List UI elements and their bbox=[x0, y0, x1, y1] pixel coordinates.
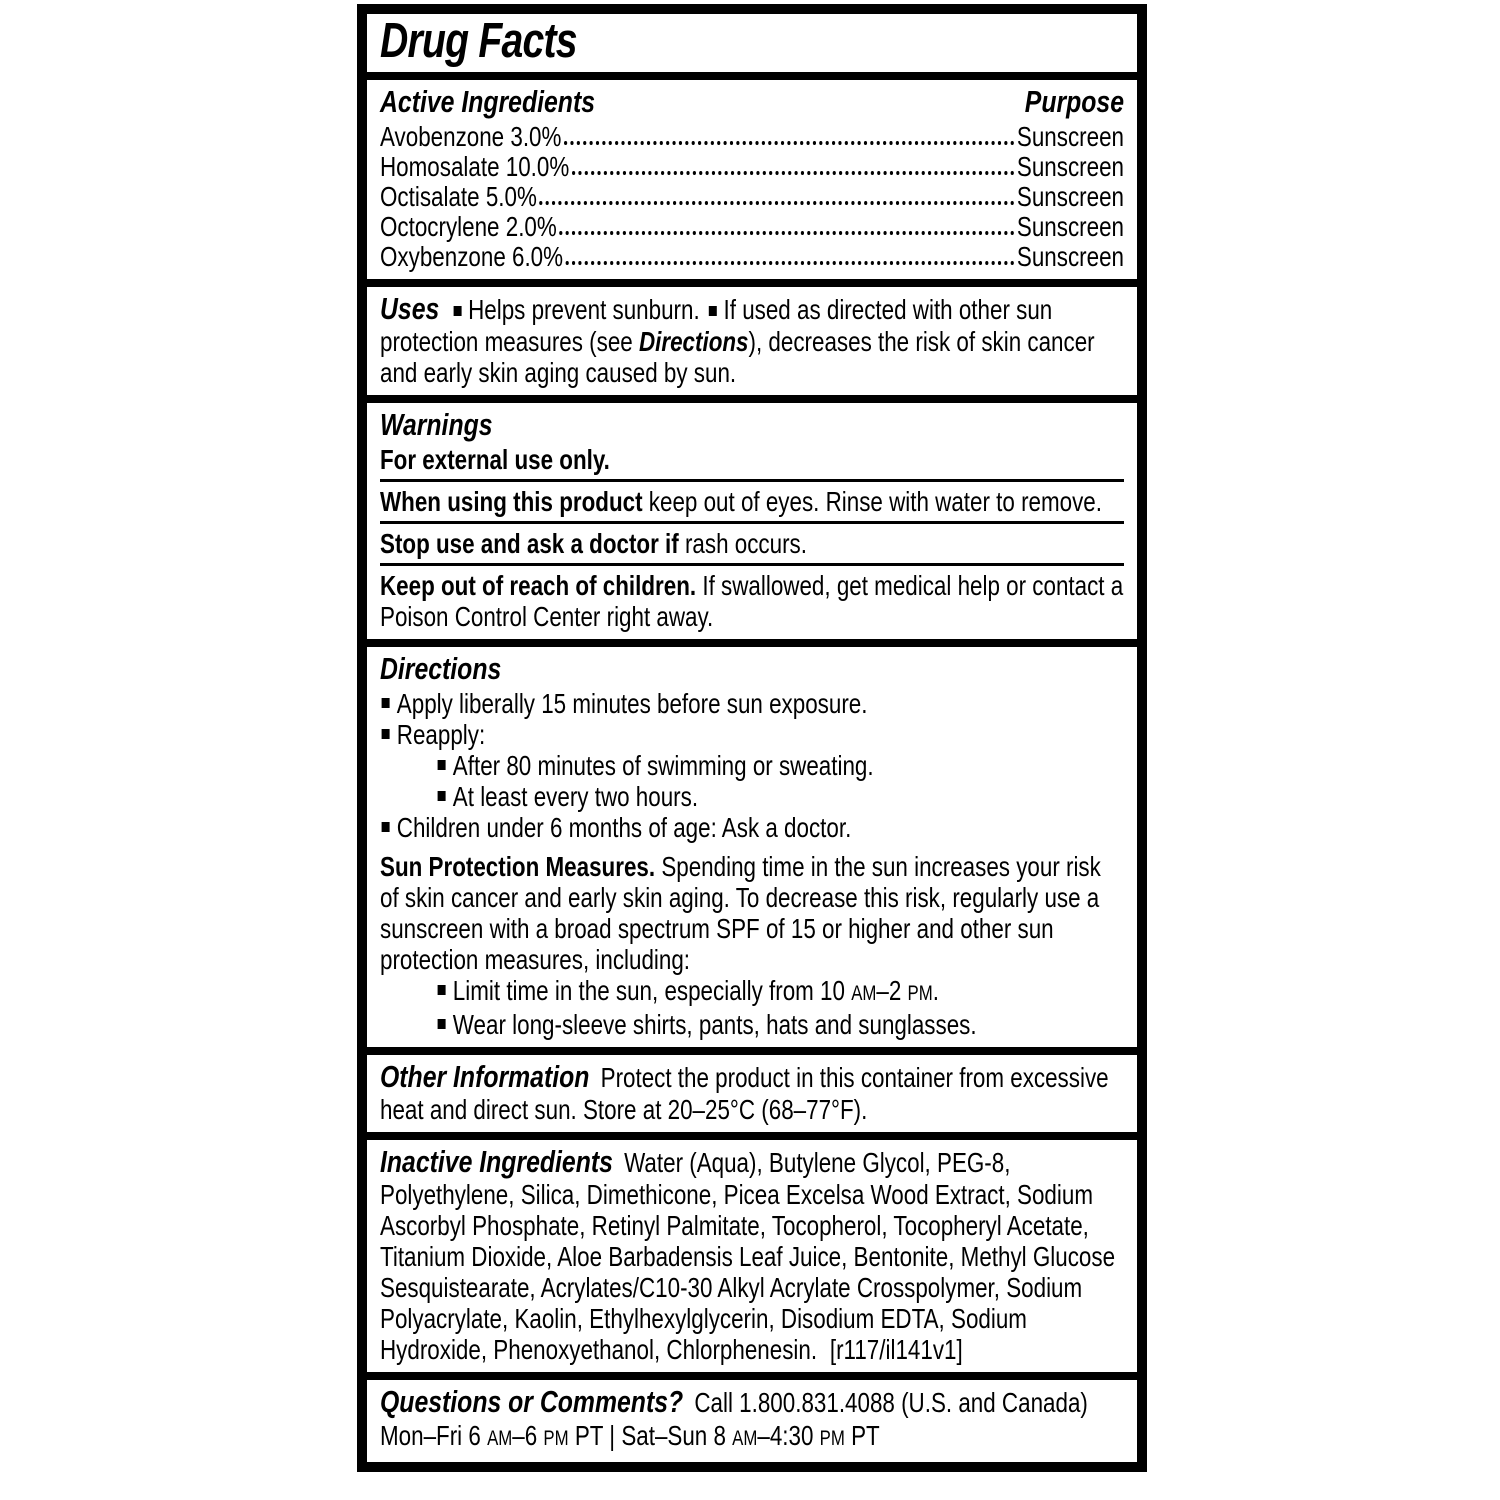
bullet-square-icon bbox=[382, 729, 390, 739]
direction-subitem bbox=[436, 781, 1124, 812]
inactive-ingredients-section bbox=[367, 1140, 1137, 1372]
bullet-square-icon bbox=[382, 822, 390, 832]
title-section bbox=[367, 14, 1137, 72]
bullet-square-icon bbox=[454, 306, 462, 316]
sun-protection-lead: Sun Protection Measures. bbox=[380, 851, 656, 882]
bullet-square-icon bbox=[438, 985, 446, 995]
direction-text: At least every two hours. bbox=[452, 781, 699, 812]
warning-keep-away bbox=[380, 570, 1124, 632]
label-revision-code: [r117/il141v1] bbox=[829, 1334, 963, 1365]
directions-section bbox=[367, 647, 1137, 1047]
text-fragment: Mon–Fri 6 bbox=[380, 1420, 488, 1451]
dotted-leader bbox=[564, 141, 1015, 145]
direction-item bbox=[380, 688, 1124, 719]
ingredient-name: Oxybenzone 6.0% bbox=[380, 241, 564, 272]
ingredient-purpose: Sunscreen bbox=[1016, 151, 1124, 182]
drug-facts-label bbox=[357, 4, 1147, 1472]
questions-call-text: Call 1.800.831.4088 (U.S. and Canada) bbox=[694, 1387, 1088, 1418]
warning-text: If swallowed, get medical help or contact a Poison Control Center right away. bbox=[380, 570, 1124, 632]
text-fragment: –4:30 bbox=[757, 1420, 820, 1451]
sun-protection-sub-text: Wear long-sleeve shirts, pants, hats and sunglasses. bbox=[452, 1009, 977, 1040]
sun-protection-sub-text bbox=[453, 975, 939, 1009]
text-fragment: –2 bbox=[876, 975, 908, 1006]
uses-section bbox=[367, 287, 1137, 395]
questions-heading: Questions or Comments? bbox=[380, 1384, 684, 1419]
bullet-square-icon bbox=[438, 1019, 446, 1029]
direction-text: Apply liberally 15 minutes before sun exposure. bbox=[396, 688, 868, 719]
warning-stop-use bbox=[380, 528, 1124, 559]
ingredient-row bbox=[380, 182, 1124, 212]
dotted-leader bbox=[572, 171, 1015, 175]
bullet-square-icon bbox=[438, 791, 446, 801]
ingredient-name: Octocrylene 2.0% bbox=[380, 211, 557, 242]
inactive-ingredients-text: Water (Aqua), Butylene Glycol, PEG-8, Polyethylene, Silica, Dimethicone, Picea Excelsa Wood Extract, Sodium Ascorbyl Phosphate, Retinyl Palmitate, Tocopherol, Tocopheryl Acetate, Titanium Dioxide, Aloe Barbadensis Leaf Juice, Bentonite, Methyl Glucose Sesquistearate, Acrylates/C10-30 Alkyl Acrylate Crosspolymer, Sodium Polyacrylate, Kaolin, Ethylhexylglycerin, Disodium EDTA, Sodium Hydroxide, Phenoxyethanol, Chlorphenesin. bbox=[380, 1147, 1116, 1365]
uses-paragraph bbox=[380, 292, 1124, 388]
uses-directions-ref: Directions bbox=[638, 326, 749, 357]
divider bbox=[380, 521, 1124, 524]
dotted-leader bbox=[565, 261, 1014, 265]
text-fragment: . bbox=[932, 975, 939, 1006]
smallcaps-pm: PM bbox=[819, 1427, 845, 1450]
smallcaps-am: AM bbox=[732, 1427, 758, 1450]
ingredient-purpose: Sunscreen bbox=[1016, 181, 1124, 212]
active-ingredients-heading: Active Ingredients bbox=[380, 84, 595, 119]
inactive-ingredients-heading: Inactive Ingredients bbox=[380, 1144, 613, 1179]
other-information-text: Protect the product in this container from excessive heat and direct sun. Store at 20–25°C (68–77°F). bbox=[380, 1062, 1109, 1125]
purpose-heading: Purpose bbox=[1024, 84, 1124, 119]
text-fragment: PT bbox=[844, 1420, 880, 1451]
other-information-section bbox=[367, 1055, 1137, 1132]
direction-subitem bbox=[436, 750, 1124, 781]
warning-text: keep out of eyes. Rinse with water to remove. bbox=[642, 486, 1102, 517]
warning-when-using bbox=[380, 486, 1124, 517]
direction-item bbox=[380, 812, 1124, 843]
other-information-paragraph bbox=[380, 1060, 1124, 1125]
direction-text: After 80 minutes of swimming or sweating. bbox=[452, 750, 874, 781]
ingredient-row bbox=[380, 152, 1124, 182]
warning-bold-lead: For external use only. bbox=[380, 444, 610, 475]
warning-text: rash occurs. bbox=[678, 528, 807, 559]
uses-bullet-2-post: ), decreases the risk of skin cancer and early skin aging caused by sun. bbox=[380, 326, 1095, 388]
bullet-square-icon bbox=[438, 760, 446, 770]
questions-hours bbox=[380, 1419, 1124, 1455]
warnings-section bbox=[367, 403, 1137, 639]
uses-bullet-1: Helps prevent sunburn. bbox=[468, 294, 700, 325]
drug-facts-title: Drug Facts bbox=[380, 14, 577, 68]
warning-bold-lead: When using this product bbox=[380, 486, 643, 517]
smallcaps-pm: PM bbox=[543, 1427, 569, 1450]
ingredient-purpose: Sunscreen bbox=[1016, 121, 1124, 152]
questions-line bbox=[380, 1385, 1124, 1419]
ingredient-name: Homosalate 10.0% bbox=[380, 151, 570, 182]
ingredient-row bbox=[380, 242, 1124, 272]
warnings-heading: Warnings bbox=[380, 407, 493, 442]
warning-external-use bbox=[380, 444, 1124, 475]
ingredient-name: Avobenzone 3.0% bbox=[380, 121, 562, 152]
active-ingredients-header bbox=[380, 85, 1124, 119]
sun-protection-subitem bbox=[436, 975, 1124, 1009]
uses-bullet-2-pre: If used as directed with other sun protection measures (see bbox=[380, 294, 1053, 357]
inactive-ingredients-paragraph bbox=[380, 1145, 1124, 1365]
divider bbox=[380, 563, 1124, 566]
ingredient-purpose: Sunscreen bbox=[1016, 211, 1124, 242]
text-fragment: Limit time in the sun, especially from 10 bbox=[452, 975, 852, 1006]
smallcaps-am: AM bbox=[851, 982, 877, 1005]
divider bbox=[380, 479, 1124, 482]
warning-bold-lead: Stop use and ask a doctor if bbox=[380, 528, 679, 559]
dotted-leader bbox=[559, 231, 1014, 235]
direction-text: Children under 6 months of age: Ask a doctor. bbox=[396, 812, 852, 843]
sun-protection-subitem bbox=[436, 1009, 1124, 1040]
questions-section bbox=[367, 1380, 1137, 1462]
directions-heading: Directions bbox=[380, 651, 502, 686]
active-ingredients-section bbox=[367, 80, 1137, 279]
ingredient-row bbox=[380, 122, 1124, 152]
direction-text: Reapply: bbox=[396, 719, 486, 750]
ingredient-row bbox=[380, 212, 1124, 242]
direction-item bbox=[380, 719, 1124, 750]
smallcaps-am: AM bbox=[487, 1427, 513, 1450]
smallcaps-pm: PM bbox=[907, 982, 933, 1005]
bullet-square-icon bbox=[709, 306, 717, 316]
text-fragment: –6 bbox=[512, 1420, 544, 1451]
dotted-leader bbox=[539, 201, 1014, 205]
sun-protection-paragraph bbox=[380, 851, 1124, 975]
bullet-square-icon bbox=[382, 698, 390, 708]
ingredient-purpose: Sunscreen bbox=[1016, 241, 1124, 272]
ingredient-name: Octisalate 5.0% bbox=[380, 181, 537, 212]
text-fragment: PT | Sat–Sun 8 bbox=[568, 1420, 733, 1451]
other-information-heading: Other Information bbox=[380, 1059, 590, 1094]
sun-protection-text: Spending time in the sun increases your risk of skin cancer and early skin aging. To decrease this risk, regularly use a sunscreen with a broad spectrum SPF of 15 or higher and other sun protection measures, including: bbox=[380, 851, 1101, 975]
uses-heading: Uses bbox=[380, 291, 440, 326]
warning-bold-lead: Keep out of reach of children. bbox=[380, 570, 697, 601]
